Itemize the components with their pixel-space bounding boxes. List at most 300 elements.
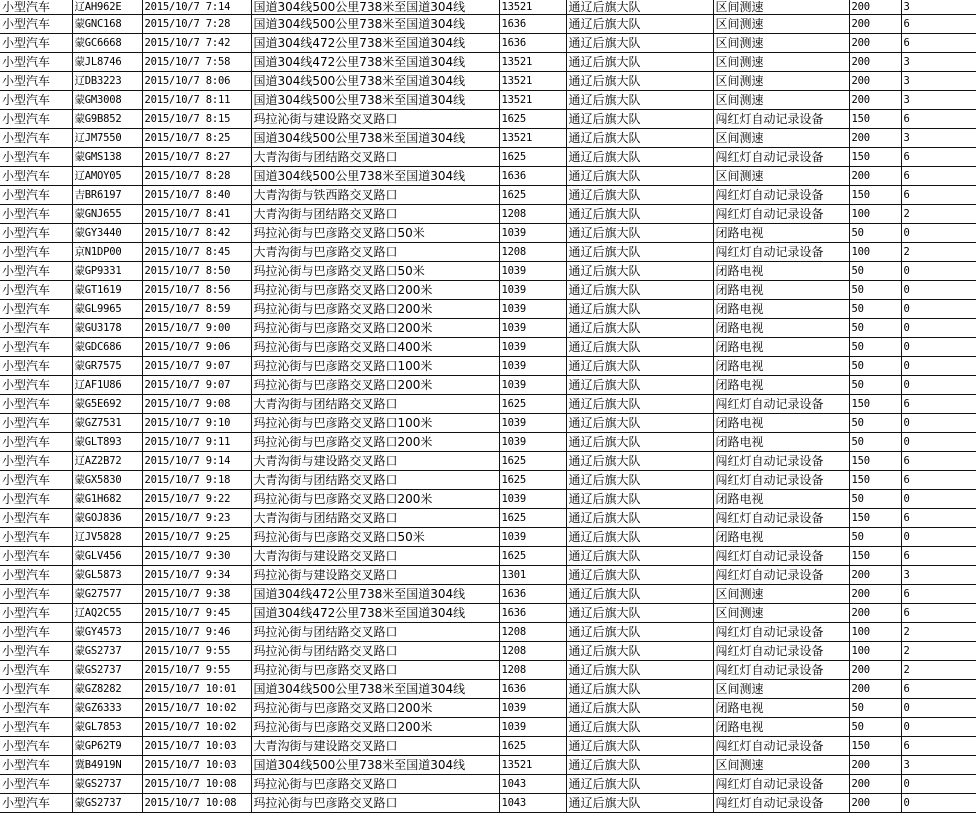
vehicle-type-cell[interactable]: 小型汽车 [0, 15, 72, 34]
fine-cell[interactable]: 150 [849, 452, 901, 471]
code-cell[interactable]: 1625 [499, 737, 566, 756]
code-cell[interactable]: 1208 [499, 642, 566, 661]
fine-cell[interactable]: 150 [849, 471, 901, 490]
code-cell[interactable]: 1039 [499, 357, 566, 376]
department-cell[interactable]: 通辽后旗大队 [566, 338, 713, 357]
code-cell[interactable]: 1039 [499, 433, 566, 452]
device-cell[interactable]: 闭路电视 [713, 281, 849, 300]
department-cell[interactable]: 通辽后旗大队 [566, 604, 713, 623]
location-cell[interactable]: 玛拉沁街与建设路交叉路口 [251, 566, 499, 585]
code-cell[interactable]: 1625 [499, 186, 566, 205]
plate-number-cell[interactable]: 蒙GZ7531 [72, 414, 142, 433]
vehicle-type-cell[interactable]: 小型汽车 [0, 224, 72, 243]
datetime-cell[interactable]: 2015/10/7 9:10 [142, 414, 251, 433]
plate-number-cell[interactable]: 蒙G5E692 [72, 395, 142, 414]
vehicle-type-cell[interactable]: 小型汽车 [0, 129, 72, 148]
location-cell[interactable]: 国道304线500公里738米至国道304线 [251, 91, 499, 110]
points-cell[interactable]: 0 [901, 775, 976, 794]
fine-cell[interactable]: 100 [849, 623, 901, 642]
fine-cell[interactable]: 150 [849, 148, 901, 167]
datetime-cell[interactable]: 2015/10/7 7:58 [142, 53, 251, 72]
department-cell[interactable]: 通辽后旗大队 [566, 148, 713, 167]
points-cell[interactable]: 6 [901, 737, 976, 756]
fine-cell[interactable]: 50 [849, 414, 901, 433]
fine-cell[interactable]: 200 [849, 566, 901, 585]
vehicle-type-cell[interactable]: 小型汽车 [0, 756, 72, 775]
points-cell[interactable]: 3 [901, 566, 976, 585]
plate-number-cell[interactable]: 蒙GL7853 [72, 718, 142, 737]
fine-cell[interactable]: 200 [849, 756, 901, 775]
points-cell[interactable]: 6 [901, 452, 976, 471]
code-cell[interactable]: 1301 [499, 566, 566, 585]
device-cell[interactable]: 区间测速 [713, 585, 849, 604]
device-cell[interactable]: 区间测速 [713, 91, 849, 110]
device-cell[interactable]: 闯红灯自动记录设备 [713, 509, 849, 528]
code-cell[interactable]: 1636 [499, 585, 566, 604]
plate-number-cell[interactable]: 蒙GS2737 [72, 642, 142, 661]
vehicle-type-cell[interactable]: 小型汽车 [0, 34, 72, 53]
datetime-cell[interactable]: 2015/10/7 8:27 [142, 148, 251, 167]
device-cell[interactable]: 闯红灯自动记录设备 [713, 395, 849, 414]
device-cell[interactable]: 闯红灯自动记录设备 [713, 661, 849, 680]
points-cell[interactable]: 0 [901, 718, 976, 737]
fine-cell[interactable]: 200 [849, 794, 901, 813]
location-cell[interactable]: 玛拉沁街与巴彦路交叉路口200米 [251, 319, 499, 338]
device-cell[interactable]: 闯红灯自动记录设备 [713, 205, 849, 224]
code-cell[interactable]: 1625 [499, 395, 566, 414]
location-cell[interactable]: 玛拉沁街与团结路交叉路口 [251, 642, 499, 661]
points-cell[interactable]: 0 [901, 224, 976, 243]
location-cell[interactable]: 玛拉沁街与巴彦路交叉路口50米 [251, 262, 499, 281]
points-cell[interactable]: 6 [901, 148, 976, 167]
device-cell[interactable]: 闭路电视 [713, 699, 849, 718]
plate-number-cell[interactable]: 蒙GM3008 [72, 91, 142, 110]
fine-cell[interactable]: 150 [849, 110, 901, 129]
vehicle-type-cell[interactable]: 小型汽车 [0, 680, 72, 699]
points-cell[interactable]: 0 [901, 338, 976, 357]
datetime-cell[interactable]: 2015/10/7 8:40 [142, 186, 251, 205]
fine-cell[interactable]: 200 [849, 91, 901, 110]
code-cell[interactable]: 1039 [499, 376, 566, 395]
department-cell[interactable]: 通辽后旗大队 [566, 623, 713, 642]
device-cell[interactable]: 闭路电视 [713, 490, 849, 509]
department-cell[interactable]: 通辽后旗大队 [566, 376, 713, 395]
datetime-cell[interactable]: 2015/10/7 8:41 [142, 205, 251, 224]
code-cell[interactable]: 1039 [499, 300, 566, 319]
plate-number-cell[interactable]: 蒙GZ6333 [72, 699, 142, 718]
fine-cell[interactable]: 150 [849, 395, 901, 414]
plate-number-cell[interactable]: 冀B4919N [72, 756, 142, 775]
datetime-cell[interactable]: 2015/10/7 9:23 [142, 509, 251, 528]
datetime-cell[interactable]: 2015/10/7 9:25 [142, 528, 251, 547]
department-cell[interactable]: 通辽后旗大队 [566, 34, 713, 53]
vehicle-type-cell[interactable]: 小型汽车 [0, 243, 72, 262]
fine-cell[interactable]: 200 [849, 680, 901, 699]
vehicle-type-cell[interactable]: 小型汽车 [0, 585, 72, 604]
plate-number-cell[interactable]: 吉BR6197 [72, 186, 142, 205]
vehicle-type-cell[interactable]: 小型汽车 [0, 167, 72, 186]
location-cell[interactable]: 大青沟街与团结路交叉路口 [251, 205, 499, 224]
fine-cell[interactable]: 100 [849, 243, 901, 262]
datetime-cell[interactable]: 2015/10/7 10:08 [142, 775, 251, 794]
datetime-cell[interactable]: 2015/10/7 10:02 [142, 699, 251, 718]
device-cell[interactable]: 闭路电视 [713, 528, 849, 547]
location-cell[interactable]: 大青沟街与团结路交叉路口 [251, 395, 499, 414]
location-cell[interactable]: 大青沟街与团结路交叉路口 [251, 471, 499, 490]
location-cell[interactable]: 国道304线500公里738米至国道304线 [251, 167, 499, 186]
department-cell[interactable]: 通辽后旗大队 [566, 262, 713, 281]
code-cell[interactable]: 13521 [499, 72, 566, 91]
datetime-cell[interactable]: 2015/10/7 9:14 [142, 452, 251, 471]
fine-cell[interactable]: 50 [849, 262, 901, 281]
location-cell[interactable]: 玛拉沁街与巴彦路交叉路口200米 [251, 281, 499, 300]
location-cell[interactable]: 大青沟街与铁西路交叉路口 [251, 186, 499, 205]
code-cell[interactable]: 1636 [499, 680, 566, 699]
vehicle-type-cell[interactable]: 小型汽车 [0, 262, 72, 281]
datetime-cell[interactable]: 2015/10/7 8:28 [142, 167, 251, 186]
points-cell[interactable]: 6 [901, 34, 976, 53]
department-cell[interactable]: 通辽后旗大队 [566, 186, 713, 205]
plate-number-cell[interactable]: 蒙GLT893 [72, 433, 142, 452]
vehicle-type-cell[interactable]: 小型汽车 [0, 414, 72, 433]
datetime-cell[interactable]: 2015/10/7 10:03 [142, 756, 251, 775]
fine-cell[interactable]: 50 [849, 224, 901, 243]
code-cell[interactable]: 1208 [499, 661, 566, 680]
code-cell[interactable]: 1039 [499, 528, 566, 547]
vehicle-type-cell[interactable]: 小型汽车 [0, 699, 72, 718]
plate-number-cell[interactable]: 蒙GL9965 [72, 300, 142, 319]
location-cell[interactable]: 玛拉沁街与巴彦路交叉路口200米 [251, 300, 499, 319]
location-cell[interactable]: 国道304线472公里738米至国道304线 [251, 604, 499, 623]
plate-number-cell[interactable]: 辽AQ2C55 [72, 604, 142, 623]
location-cell[interactable]: 玛拉沁街与巴彦路交叉路口 [251, 661, 499, 680]
plate-number-cell[interactable]: 辽JV5828 [72, 528, 142, 547]
department-cell[interactable]: 通辽后旗大队 [566, 281, 713, 300]
code-cell[interactable]: 1208 [499, 205, 566, 224]
plate-number-cell[interactable]: 蒙GNC168 [72, 15, 142, 34]
plate-number-cell[interactable]: 蒙GL5873 [72, 566, 142, 585]
department-cell[interactable]: 通辽后旗大队 [566, 699, 713, 718]
plate-number-cell[interactable]: 辽AMOY05 [72, 167, 142, 186]
device-cell[interactable]: 区间测速 [713, 756, 849, 775]
department-cell[interactable]: 通辽后旗大队 [566, 471, 713, 490]
device-cell[interactable]: 闯红灯自动记录设备 [713, 148, 849, 167]
device-cell[interactable]: 闭路电视 [713, 319, 849, 338]
location-cell[interactable]: 玛拉沁街与巴彦路交叉路口200米 [251, 718, 499, 737]
code-cell[interactable]: 1039 [499, 718, 566, 737]
location-cell[interactable]: 玛拉沁街与巴彦路交叉路口200米 [251, 433, 499, 452]
department-cell[interactable]: 通辽后旗大队 [566, 661, 713, 680]
device-cell[interactable]: 区间测速 [713, 167, 849, 186]
fine-cell[interactable]: 50 [849, 357, 901, 376]
department-cell[interactable]: 通辽后旗大队 [566, 91, 713, 110]
fine-cell[interactable]: 200 [849, 53, 901, 72]
code-cell[interactable]: 1039 [499, 319, 566, 338]
vehicle-type-cell[interactable]: 小型汽车 [0, 110, 72, 129]
points-cell[interactable]: 0 [901, 433, 976, 452]
department-cell[interactable]: 通辽后旗大队 [566, 243, 713, 262]
points-cell[interactable]: 3 [901, 0, 976, 15]
plate-number-cell[interactable]: 蒙GY4573 [72, 623, 142, 642]
department-cell[interactable]: 通辽后旗大队 [566, 129, 713, 148]
location-cell[interactable]: 大青沟街与建设路交叉路口 [251, 547, 499, 566]
location-cell[interactable]: 玛拉沁街与巴彦路交叉路口100米 [251, 357, 499, 376]
plate-number-cell[interactable]: 辽DB3223 [72, 72, 142, 91]
datetime-cell[interactable]: 2015/10/7 8:56 [142, 281, 251, 300]
points-cell[interactable]: 6 [901, 509, 976, 528]
plate-number-cell[interactable]: 蒙GC6668 [72, 34, 142, 53]
vehicle-type-cell[interactable]: 小型汽车 [0, 395, 72, 414]
department-cell[interactable]: 通辽后旗大队 [566, 300, 713, 319]
vehicle-type-cell[interactable]: 小型汽车 [0, 357, 72, 376]
code-cell[interactable]: 13521 [499, 756, 566, 775]
plate-number-cell[interactable]: 蒙GY3440 [72, 224, 142, 243]
datetime-cell[interactable]: 2015/10/7 9:08 [142, 395, 251, 414]
fine-cell[interactable]: 200 [849, 167, 901, 186]
datetime-cell[interactable]: 2015/10/7 9:38 [142, 585, 251, 604]
datetime-cell[interactable]: 2015/10/7 10:03 [142, 737, 251, 756]
plate-number-cell[interactable]: 蒙GS2737 [72, 775, 142, 794]
datetime-cell[interactable]: 2015/10/7 8:45 [142, 243, 251, 262]
location-cell[interactable]: 玛拉沁街与巴彦路交叉路口 [251, 794, 499, 813]
points-cell[interactable]: 2 [901, 642, 976, 661]
vehicle-type-cell[interactable]: 小型汽车 [0, 281, 72, 300]
fine-cell[interactable]: 50 [849, 433, 901, 452]
datetime-cell[interactable]: 2015/10/7 7:14 [142, 0, 251, 15]
plate-number-cell[interactable]: 辽JM7550 [72, 129, 142, 148]
location-cell[interactable]: 玛拉沁街与巴彦路交叉路口100米 [251, 414, 499, 433]
datetime-cell[interactable]: 2015/10/7 9:00 [142, 319, 251, 338]
device-cell[interactable]: 闯红灯自动记录设备 [713, 642, 849, 661]
department-cell[interactable]: 通辽后旗大队 [566, 680, 713, 699]
plate-number-cell[interactable]: 蒙GR7575 [72, 357, 142, 376]
device-cell[interactable]: 区间测速 [713, 34, 849, 53]
datetime-cell[interactable]: 2015/10/7 10:08 [142, 794, 251, 813]
points-cell[interactable]: 6 [901, 110, 976, 129]
department-cell[interactable]: 通辽后旗大队 [566, 15, 713, 34]
fine-cell[interactable]: 200 [849, 775, 901, 794]
datetime-cell[interactable]: 2015/10/7 8:15 [142, 110, 251, 129]
department-cell[interactable]: 通辽后旗大队 [566, 319, 713, 338]
code-cell[interactable]: 1625 [499, 110, 566, 129]
fine-cell[interactable]: 50 [849, 300, 901, 319]
code-cell[interactable]: 13521 [499, 0, 566, 15]
location-cell[interactable]: 大青沟街与团结路交叉路口 [251, 148, 499, 167]
plate-number-cell[interactable]: 蒙JL8746 [72, 53, 142, 72]
vehicle-type-cell[interactable]: 小型汽车 [0, 509, 72, 528]
department-cell[interactable]: 通辽后旗大队 [566, 794, 713, 813]
code-cell[interactable]: 13521 [499, 53, 566, 72]
department-cell[interactable]: 通辽后旗大队 [566, 414, 713, 433]
plate-number-cell[interactable]: 辽AF1U86 [72, 376, 142, 395]
location-cell[interactable]: 国道304线472公里738米至国道304线 [251, 34, 499, 53]
fine-cell[interactable]: 100 [849, 205, 901, 224]
plate-number-cell[interactable]: 蒙GT1619 [72, 281, 142, 300]
vehicle-type-cell[interactable]: 小型汽车 [0, 718, 72, 737]
vehicle-type-cell[interactable]: 小型汽车 [0, 186, 72, 205]
datetime-cell[interactable]: 2015/10/7 9:34 [142, 566, 251, 585]
department-cell[interactable]: 通辽后旗大队 [566, 509, 713, 528]
points-cell[interactable]: 6 [901, 395, 976, 414]
code-cell[interactable]: 1636 [499, 34, 566, 53]
points-cell[interactable]: 0 [901, 528, 976, 547]
datetime-cell[interactable]: 2015/10/7 9:07 [142, 357, 251, 376]
fine-cell[interactable]: 200 [849, 661, 901, 680]
points-cell[interactable]: 0 [901, 794, 976, 813]
vehicle-type-cell[interactable]: 小型汽车 [0, 737, 72, 756]
points-cell[interactable]: 0 [901, 376, 976, 395]
plate-number-cell[interactable]: 蒙GP9331 [72, 262, 142, 281]
points-cell[interactable]: 3 [901, 91, 976, 110]
points-cell[interactable]: 6 [901, 15, 976, 34]
code-cell[interactable]: 1043 [499, 775, 566, 794]
points-cell[interactable]: 3 [901, 756, 976, 775]
points-cell[interactable]: 2 [901, 243, 976, 262]
datetime-cell[interactable]: 2015/10/7 9:11 [142, 433, 251, 452]
vehicle-type-cell[interactable]: 小型汽车 [0, 623, 72, 642]
device-cell[interactable]: 闯红灯自动记录设备 [713, 471, 849, 490]
vehicle-type-cell[interactable]: 小型汽车 [0, 490, 72, 509]
plate-number-cell[interactable]: 京N1DP00 [72, 243, 142, 262]
fine-cell[interactable]: 150 [849, 509, 901, 528]
device-cell[interactable]: 区间测速 [713, 129, 849, 148]
datetime-cell[interactable]: 2015/10/7 8:59 [142, 300, 251, 319]
device-cell[interactable]: 闭路电视 [713, 718, 849, 737]
location-cell[interactable]: 国道304线500公里738米至国道304线 [251, 680, 499, 699]
points-cell[interactable]: 0 [901, 357, 976, 376]
vehicle-type-cell[interactable]: 小型汽车 [0, 53, 72, 72]
code-cell[interactable]: 1625 [499, 547, 566, 566]
vehicle-type-cell[interactable]: 小型汽车 [0, 566, 72, 585]
fine-cell[interactable]: 150 [849, 186, 901, 205]
code-cell[interactable]: 1208 [499, 243, 566, 262]
datetime-cell[interactable]: 2015/10/7 9:45 [142, 604, 251, 623]
location-cell[interactable]: 大青沟街与建设路交叉路口 [251, 737, 499, 756]
location-cell[interactable]: 国道304线472公里738米至国道304线 [251, 585, 499, 604]
device-cell[interactable]: 闭路电视 [713, 433, 849, 452]
department-cell[interactable]: 通辽后旗大队 [566, 585, 713, 604]
location-cell[interactable]: 玛拉沁街与巴彦路交叉路口200米 [251, 490, 499, 509]
datetime-cell[interactable]: 2015/10/7 9:55 [142, 661, 251, 680]
vehicle-type-cell[interactable]: 小型汽车 [0, 433, 72, 452]
fine-cell[interactable]: 50 [849, 699, 901, 718]
points-cell[interactable]: 0 [901, 262, 976, 281]
location-cell[interactable]: 玛拉沁街与巴彦路交叉路口50米 [251, 224, 499, 243]
datetime-cell[interactable]: 2015/10/7 9:06 [142, 338, 251, 357]
fine-cell[interactable]: 150 [849, 547, 901, 566]
device-cell[interactable]: 闯红灯自动记录设备 [713, 110, 849, 129]
vehicle-type-cell[interactable]: 小型汽车 [0, 794, 72, 813]
datetime-cell[interactable]: 2015/10/7 8:42 [142, 224, 251, 243]
vehicle-type-cell[interactable]: 小型汽车 [0, 205, 72, 224]
location-cell[interactable]: 国道304线500公里738米至国道304线 [251, 129, 499, 148]
points-cell[interactable]: 0 [901, 319, 976, 338]
code-cell[interactable]: 1625 [499, 148, 566, 167]
device-cell[interactable]: 闭路电视 [713, 262, 849, 281]
device-cell[interactable]: 区间测速 [713, 15, 849, 34]
vehicle-type-cell[interactable]: 小型汽车 [0, 338, 72, 357]
vehicle-type-cell[interactable]: 小型汽车 [0, 148, 72, 167]
device-cell[interactable]: 区间测速 [713, 680, 849, 699]
code-cell[interactable]: 1039 [499, 699, 566, 718]
device-cell[interactable]: 区间测速 [713, 53, 849, 72]
fine-cell[interactable]: 200 [849, 72, 901, 91]
device-cell[interactable]: 闭路电视 [713, 357, 849, 376]
fine-cell[interactable]: 50 [849, 281, 901, 300]
points-cell[interactable]: 2 [901, 205, 976, 224]
device-cell[interactable]: 闭路电视 [713, 414, 849, 433]
vehicle-type-cell[interactable]: 小型汽车 [0, 72, 72, 91]
device-cell[interactable]: 区间测速 [713, 72, 849, 91]
code-cell[interactable]: 1039 [499, 281, 566, 300]
device-cell[interactable]: 闯红灯自动记录设备 [713, 566, 849, 585]
vehicle-type-cell[interactable]: 小型汽车 [0, 604, 72, 623]
device-cell[interactable]: 闯红灯自动记录设备 [713, 186, 849, 205]
points-cell[interactable]: 6 [901, 167, 976, 186]
vehicle-type-cell[interactable]: 小型汽车 [0, 775, 72, 794]
location-cell[interactable]: 玛拉沁街与巴彦路交叉路口 [251, 775, 499, 794]
location-cell[interactable]: 玛拉沁街与巴彦路交叉路口50米 [251, 528, 499, 547]
plate-number-cell[interactable]: 蒙GZ8282 [72, 680, 142, 699]
points-cell[interactable]: 3 [901, 72, 976, 91]
code-cell[interactable]: 1636 [499, 604, 566, 623]
plate-number-cell[interactable]: 蒙GX5830 [72, 471, 142, 490]
fine-cell[interactable]: 200 [849, 585, 901, 604]
fine-cell[interactable]: 50 [849, 490, 901, 509]
points-cell[interactable]: 0 [901, 414, 976, 433]
code-cell[interactable]: 1636 [499, 15, 566, 34]
department-cell[interactable]: 通辽后旗大队 [566, 566, 713, 585]
department-cell[interactable]: 通辽后旗大队 [566, 357, 713, 376]
datetime-cell[interactable]: 2015/10/7 7:42 [142, 34, 251, 53]
vehicle-type-cell[interactable]: 小型汽车 [0, 376, 72, 395]
location-cell[interactable]: 大青沟街与建设路交叉路口 [251, 452, 499, 471]
location-cell[interactable]: 国道304线500公里738米至国道304线 [251, 72, 499, 91]
department-cell[interactable]: 通辽后旗大队 [566, 395, 713, 414]
code-cell[interactable]: 1625 [499, 509, 566, 528]
vehicle-type-cell[interactable]: 小型汽车 [0, 91, 72, 110]
plate-number-cell[interactable]: 蒙GNJ655 [72, 205, 142, 224]
location-cell[interactable]: 国道304线472公里738米至国道304线 [251, 53, 499, 72]
department-cell[interactable]: 通辽后旗大队 [566, 775, 713, 794]
datetime-cell[interactable]: 2015/10/7 9:55 [142, 642, 251, 661]
department-cell[interactable]: 通辽后旗大队 [566, 72, 713, 91]
fine-cell[interactable]: 200 [849, 604, 901, 623]
points-cell[interactable]: 2 [901, 661, 976, 680]
code-cell[interactable]: 1625 [499, 471, 566, 490]
fine-cell[interactable]: 200 [849, 129, 901, 148]
location-cell[interactable]: 国道304线500公里738米至国道304线 [251, 0, 499, 15]
plate-number-cell[interactable]: 蒙GP62T9 [72, 737, 142, 756]
vehicle-type-cell[interactable]: 小型汽车 [0, 528, 72, 547]
code-cell[interactable]: 1208 [499, 623, 566, 642]
vehicle-type-cell[interactable]: 小型汽车 [0, 547, 72, 566]
vehicle-type-cell[interactable]: 小型汽车 [0, 0, 72, 15]
code-cell[interactable]: 1039 [499, 262, 566, 281]
plate-number-cell[interactable]: 辽AH962E [72, 0, 142, 15]
points-cell[interactable]: 0 [901, 699, 976, 718]
department-cell[interactable]: 通辽后旗大队 [566, 718, 713, 737]
datetime-cell[interactable]: 2015/10/7 9:07 [142, 376, 251, 395]
device-cell[interactable]: 闯红灯自动记录设备 [713, 737, 849, 756]
datetime-cell[interactable]: 2015/10/7 9:18 [142, 471, 251, 490]
department-cell[interactable]: 通辽后旗大队 [566, 737, 713, 756]
location-cell[interactable]: 国道304线500公里738米至国道304线 [251, 756, 499, 775]
department-cell[interactable]: 通辽后旗大队 [566, 224, 713, 243]
datetime-cell[interactable]: 2015/10/7 8:25 [142, 129, 251, 148]
vehicle-type-cell[interactable]: 小型汽车 [0, 319, 72, 338]
code-cell[interactable]: 1039 [499, 490, 566, 509]
